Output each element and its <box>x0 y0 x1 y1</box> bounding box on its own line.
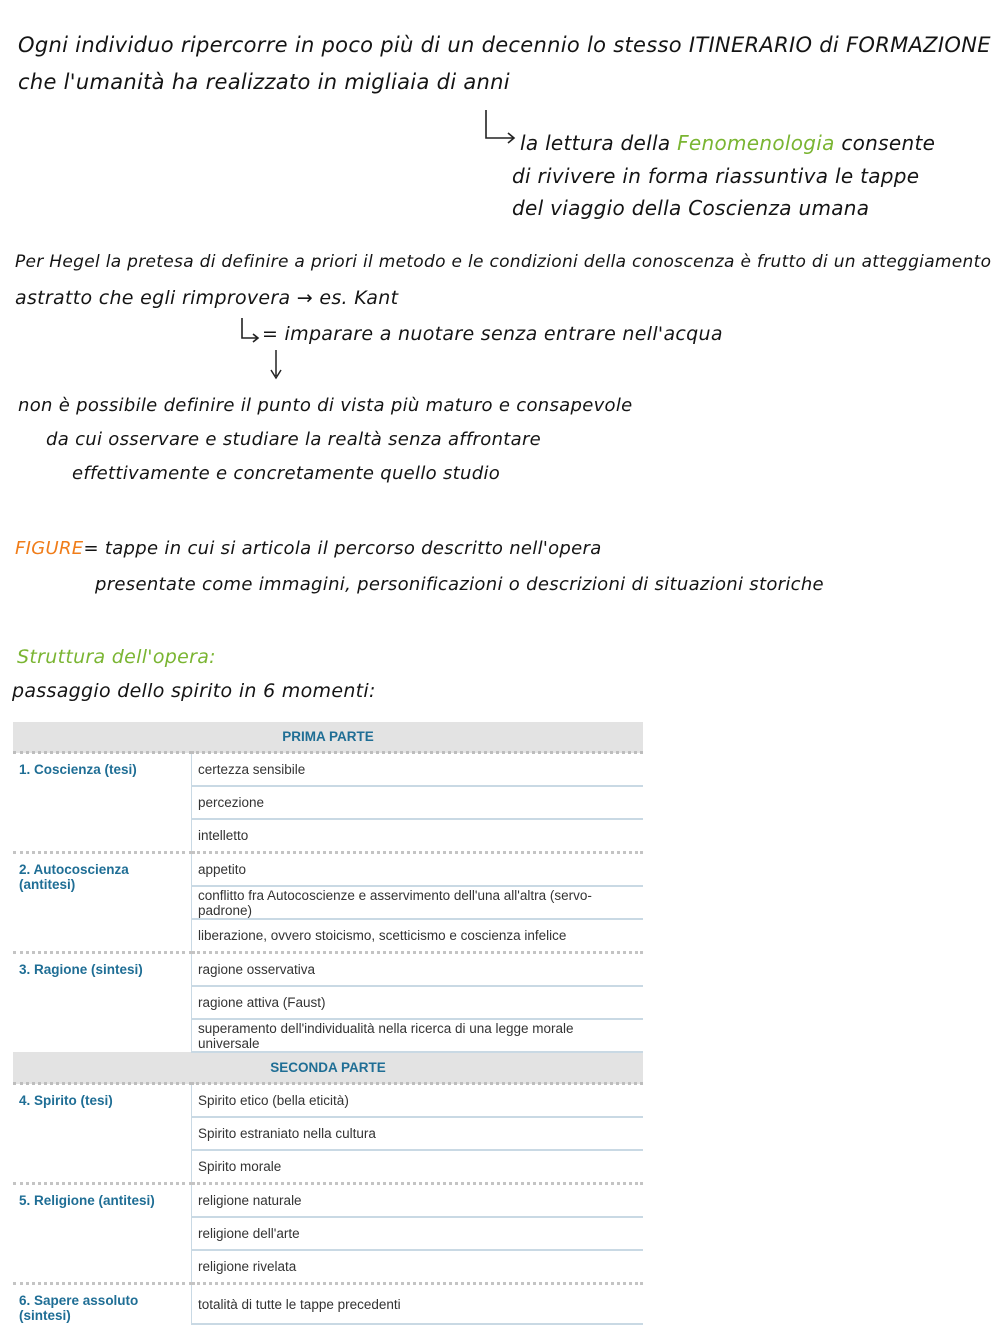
stage-cell: Spirito estraniato nella cultura <box>192 1117 644 1150</box>
table-row <box>13 1184 643 1218</box>
group-label: 6. Sapere assoluto (sintesi) <box>13 1284 192 1325</box>
stage-cell: ragione osservativa <box>192 953 644 987</box>
stage-cell: liberazione, ovvero stoicismo, scetticismo e coscienza infelice <box>192 919 644 953</box>
point-line-2: da cui osservare e studiare la realtà senza affrontare <box>46 429 542 450</box>
kant-note: = imparare a nuotare senza entrare nell'acqua <box>262 323 723 345</box>
figure-definition: = tappe in cui si articola il percorso descritto nell'opera <box>83 538 602 559</box>
sub-note-2: di rivivere in forma riassuntiva le tappe <box>512 164 920 188</box>
structure-table <box>13 722 643 1325</box>
table-row <box>13 1084 643 1118</box>
figure-def-line-1 <box>15 538 602 559</box>
note-line-2: che l'umanità ha realizzato in migliaia di anni <box>18 70 510 94</box>
table-row <box>13 1284 643 1325</box>
figure-label: FIGURE <box>15 538 84 559</box>
part-title: PRIMA PARTE <box>13 722 643 753</box>
table-row <box>13 753 643 787</box>
part-title: SECONDA PARTE <box>13 1052 643 1084</box>
group-label: 5. Religione (antitesi) <box>13 1184 192 1284</box>
stage-cell: ragione attiva (Faust) <box>192 986 644 1019</box>
stage-cell: appetito <box>192 853 644 887</box>
fenomenologia-label: Fenomenologia <box>677 131 835 155</box>
hegel-line-1: Per Hegel la pretesa di definire a priori il metodo e le condizioni della conoscenza è frutto di un atteggiamento <box>15 252 992 272</box>
group-label: 1. Coscienza (tesi) <box>13 753 192 853</box>
stage-cell: Spirito morale <box>192 1150 644 1184</box>
point-line-3: effettivamente e concretamente quello studio <box>72 463 501 484</box>
part-header-row <box>13 722 643 753</box>
sub-note-1 <box>520 131 935 155</box>
stage-cell: certezza sensibile <box>192 753 644 787</box>
stage-cell: superamento dell'individualità nella ricerca di una legge morale universale <box>192 1019 644 1052</box>
stage-cell: intelletto <box>192 819 644 853</box>
stage-cell: totalità di tutte le tappe precedenti <box>192 1284 644 1325</box>
sub-note-3: del viaggio della Coscienza umana <box>512 196 870 220</box>
sub-note-1-post: consente <box>834 131 936 155</box>
stage-cell: religione dell'arte <box>192 1217 644 1250</box>
figure-def-line-2: presentate come immagini, personificazioni o descrizioni di situazioni storiche <box>95 574 824 595</box>
stage-cell: percezione <box>192 786 644 819</box>
passaggio-line: passaggio dello spirito in 6 momenti: <box>12 680 376 702</box>
sub-note-1-pre: la lettura della <box>520 131 678 155</box>
group-label: 4. Spirito (tesi) <box>13 1084 192 1184</box>
struttura-heading: Struttura dell'opera: <box>17 646 216 668</box>
stage-cell: religione naturale <box>192 1184 644 1218</box>
table-row <box>13 853 643 887</box>
corner-arrow-icon <box>484 108 524 148</box>
group-label: 3. Ragione (sintesi) <box>13 953 192 1053</box>
hegel-line-2: astratto che egli rimprovera → es. Kant <box>15 287 399 309</box>
group-label: 2. Autocoscienza (antitesi) <box>13 853 192 953</box>
table-row <box>13 953 643 987</box>
stage-cell: conflitto fra Autocoscienze e asservimento dell'una all'altra (servo-padrone) <box>192 886 644 919</box>
stage-cell: Spirito etico (bella eticità) <box>192 1084 644 1118</box>
stage-cell: religione rivelata <box>192 1250 644 1284</box>
part-header-row <box>13 1052 643 1084</box>
note-line-1: Ogni individuo ripercorre in poco più di un decennio lo stesso ITINERARIO di FORMAZIONE <box>18 33 991 57</box>
point-line-1: non è possibile definire il punto di vista più maturo e consapevole <box>18 395 633 416</box>
